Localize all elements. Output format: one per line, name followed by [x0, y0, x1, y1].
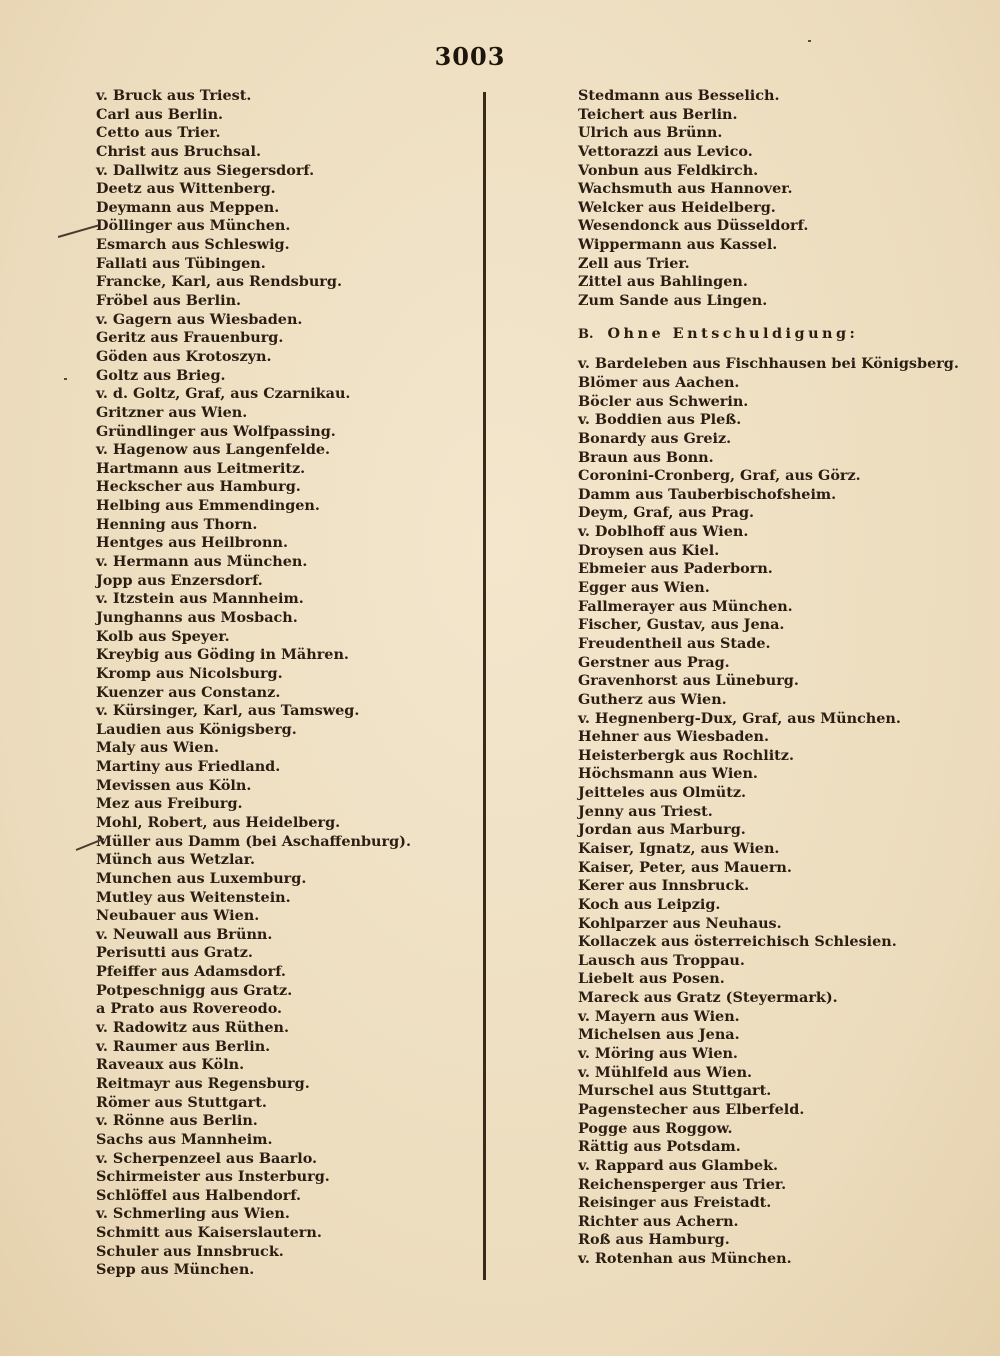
list-entry: Pogge aus Roggow.	[578, 1119, 733, 1137]
list-entry: Henning aus Thorn.	[96, 515, 258, 533]
list-entry: Christ aus Bruchsal.	[96, 142, 261, 160]
section-title: Ohne Entschuldigung:	[607, 324, 859, 342]
list-entry: Fallati aus Tübingen.	[96, 254, 266, 272]
page-number: 3003	[434, 42, 506, 71]
list-entry: Zum Sande aus Lingen.	[578, 292, 768, 310]
list-entry: Hentges aus Heilbronn.	[96, 534, 288, 552]
list-entry: Reichensperger aus Trier.	[578, 1175, 787, 1193]
list-entry: Laudien aus Königsberg.	[96, 720, 297, 738]
list-entry: Schmitt aus Kaiserslautern.	[96, 1224, 322, 1242]
list-entry: Kreybig aus Göding in Mähren.	[96, 646, 349, 664]
list-entry: Deymann aus Meppen.	[96, 198, 280, 216]
list-entry: Gründlinger aus Wolfpassing.	[96, 422, 336, 440]
list-entry: Müller aus Damm (bei Aschaffenburg).	[96, 832, 411, 850]
list-entry: Perisutti aus Gratz.	[96, 944, 253, 962]
list-entry: v. Scherpenzeel aus Baarlo.	[96, 1149, 318, 1167]
list-entry: Maly aus Wien.	[96, 739, 219, 757]
list-entry: Schirmeister aus Insterburg.	[96, 1168, 330, 1186]
list-entry: Zittel aus Bahlingen.	[578, 273, 748, 291]
list-entry: Fröbel aus Berlin.	[96, 292, 242, 310]
list-entry: Esmarch aus Schleswig.	[96, 236, 290, 254]
list-entry: Liebelt aus Posen.	[578, 970, 725, 988]
list-entry: Höchsmann aus Wien.	[578, 765, 758, 783]
list-entry: Richter aus Achern.	[578, 1212, 739, 1230]
list-entry: Kolb aus Speyer.	[96, 627, 230, 645]
list-entry: Michelsen aus Jena.	[578, 1026, 740, 1044]
list-entry: Hartmann aus Leitmeritz.	[96, 459, 306, 477]
list-entry: v. Kürsinger, Karl, aus Tamsweg.	[96, 702, 360, 720]
list-entry: Ulrich aus Brünn.	[578, 124, 723, 142]
list-entry: Jenny aus Triest.	[578, 802, 713, 820]
list-entry: Coronini-Cronberg, Graf, aus Görz.	[578, 467, 861, 485]
list-entry: Kuenzer aus Constanz.	[96, 683, 281, 701]
list-entry: Hehner aus Wiesbaden.	[578, 728, 770, 746]
list-entry: Gerstner aus Prag.	[578, 653, 730, 671]
right-column	[578, 87, 959, 1269]
list-entry: Egger aus Wien.	[578, 579, 710, 597]
list-entry: Francke, Karl, aus Rendsburg.	[96, 273, 342, 291]
list-entry: v. Hagenow aus Langenfelde.	[96, 441, 331, 459]
list-entry: Goltz aus Brieg.	[96, 366, 226, 384]
list-entry: Mevissen aus Köln.	[96, 776, 252, 794]
list-entry: Kollaczek aus österreichisch Schlesien.	[578, 933, 897, 951]
list-entry: Reitmayr aus Regensburg.	[96, 1074, 310, 1092]
list-entry: Kromp aus Nicolsburg.	[96, 664, 283, 682]
list-entry: Döllinger aus München.	[96, 217, 291, 235]
list-entry: Pfeiffer aus Adamsdorf.	[96, 963, 286, 981]
list-entry: v. Neuwall aus Brünn.	[96, 925, 273, 943]
list-entry: Murschel aus Stuttgart.	[578, 1082, 772, 1100]
list-entry: Roß aus Hamburg.	[578, 1231, 730, 1249]
list-entry: v. Mühlfeld aus Wien.	[578, 1063, 753, 1081]
section-heading	[578, 325, 959, 344]
list-entry: v. Itzstein aus Mannheim.	[96, 590, 304, 608]
list-entry: Mareck aus Gratz (Steyermark).	[578, 989, 838, 1007]
list-entry: Wachsmuth aus Hannover.	[578, 180, 793, 198]
list-entry: Bonardy aus Greiz.	[578, 429, 732, 447]
list-entry: Junghanns aus Mosbach.	[96, 608, 298, 626]
list-entry: Geritz aus Frauenburg.	[96, 329, 284, 347]
list-entry: Fallmerayer aus München.	[578, 597, 793, 615]
list-entry: Helbing aus Emmendingen.	[96, 497, 320, 515]
list-entry: Gravenhorst aus Lüneburg.	[578, 672, 799, 690]
list-entry: Raveaux aus Köln.	[96, 1056, 245, 1074]
list-entry: Damm aus Tauberbischofsheim.	[578, 485, 837, 503]
list-entry: Rättig aus Potsdam.	[578, 1138, 741, 1156]
list-entry: Wippermann aus Kassel.	[578, 236, 778, 254]
list-entry: v. Gagern aus Wiesbaden.	[96, 310, 303, 328]
paper-speck	[808, 40, 811, 42]
right-column-list-a	[578, 87, 959, 311]
list-entry: Potpeschnigg aus Gratz.	[96, 981, 293, 999]
list-entry: Freudentheil aus Stade.	[578, 634, 771, 652]
list-entry: Schlöffel aus Halbendorf.	[96, 1186, 302, 1204]
section-letter: B.	[578, 326, 594, 342]
list-entry: Vonbun aus Feldkirch.	[578, 161, 759, 179]
list-entry: Böcler aus Schwerin.	[578, 392, 749, 410]
list-entry: Wesendonck aus Düsseldorf.	[578, 217, 809, 235]
list-entry: Münch aus Wetzlar.	[96, 851, 256, 869]
list-entry: Teichert aus Berlin.	[578, 105, 738, 123]
list-entry: v. Bardeleben aus Fischhausen bei Königsberg.	[578, 355, 959, 373]
list-entry: Reisinger aus Freistadt.	[578, 1194, 772, 1212]
list-entry: Neubauer aus Wien.	[96, 907, 260, 925]
list-entry: v. Radowitz aus Rüthen.	[96, 1019, 289, 1037]
list-entry: Braun aus Bonn.	[578, 448, 714, 466]
list-entry: Zell aus Trier.	[578, 254, 690, 272]
list-entry: v. Hermann aus München.	[96, 553, 308, 571]
list-entry: Mez aus Freiburg.	[96, 795, 243, 813]
list-entry: Heisterbergk aus Rochlitz.	[578, 746, 794, 764]
list-entry: Sachs aus Mannheim.	[96, 1130, 273, 1148]
list-entry: Blömer aus Aachen.	[578, 373, 740, 391]
list-entry: Carl aus Berlin.	[96, 105, 224, 123]
list-entry: Munchen aus Luxemburg.	[96, 869, 307, 887]
list-entry: Deym, Graf, aus Prag.	[578, 504, 755, 522]
list-entry: Welcker aus Heidelberg.	[578, 198, 776, 216]
list-entry: Vettorazzi aus Levico.	[578, 142, 753, 160]
list-entry: Lausch aus Troppau.	[578, 951, 745, 969]
list-entry: Cetto aus Trier.	[96, 124, 221, 142]
list-entry: Fischer, Gustav, aus Jena.	[578, 616, 785, 634]
list-entry: v. d. Goltz, Graf, aus Czarnikau.	[96, 385, 351, 403]
list-entry: v. Doblhoff aus Wien.	[578, 523, 749, 541]
list-entry: Kerer aus Innsbruck.	[578, 877, 750, 895]
list-entry: Gritzner aus Wien.	[96, 403, 248, 421]
pencil-mark	[58, 224, 99, 237]
list-entry: Koch aus Leipzig.	[578, 895, 721, 913]
list-entry: v. Dallwitz aus Siegersdorf.	[96, 161, 315, 179]
list-entry: Göden aus Krotoszyn.	[96, 347, 272, 365]
list-entry: Martiny aus Friedland.	[96, 758, 281, 776]
left-column	[96, 87, 411, 1280]
list-entry: Ebmeier aus Paderborn.	[578, 560, 773, 578]
list-entry: Kaiser, Ignatz, aus Wien.	[578, 839, 780, 857]
paper-speck	[64, 378, 67, 380]
list-entry: Mohl, Robert, aus Heidelberg.	[96, 813, 341, 831]
list-entry: Pagenstecher aus Elberfeld.	[578, 1100, 805, 1118]
list-entry: Jordan aus Marburg.	[578, 821, 746, 839]
list-entry: v. Mayern aus Wien.	[578, 1007, 740, 1025]
right-column-list-b	[578, 355, 959, 1268]
list-entry: Droysen aus Kiel.	[578, 541, 720, 559]
list-entry: Jopp aus Enzersdorf.	[96, 571, 263, 589]
list-entry: v. Boddien aus Pleß.	[578, 411, 742, 429]
list-entry: Kohlparzer aus Neuhaus.	[578, 914, 782, 932]
list-entry: v. Hegnenberg-Dux, Graf, aus München.	[578, 709, 901, 727]
list-entry: Gutherz aus Wien.	[578, 690, 727, 708]
list-entry: Römer aus Stuttgart.	[96, 1093, 267, 1111]
list-entry: v. Schmerling aus Wien.	[96, 1205, 290, 1223]
list-entry: Sepp aus München.	[96, 1261, 255, 1279]
list-entry: v. Bruck aus Triest.	[96, 87, 252, 104]
list-entry: Heckscher aus Hamburg.	[96, 478, 301, 496]
list-entry: Mutley aus Weitenstein.	[96, 888, 291, 906]
list-entry: v. Rotenhan aus München.	[578, 1250, 792, 1268]
list-entry: v. Möring aus Wien.	[578, 1045, 738, 1063]
list-entry: v. Raumer aus Berlin.	[96, 1037, 271, 1055]
list-entry: a Prato aus Rovereodo.	[96, 1000, 283, 1018]
list-entry: v. Rönne aus Berlin.	[96, 1112, 258, 1130]
column-divider	[483, 92, 486, 1280]
list-entry: Deetz aus Wittenberg.	[96, 180, 276, 198]
list-entry: Kaiser, Peter, aus Mauern.	[578, 858, 792, 876]
list-entry: Jeitteles aus Olmütz.	[578, 784, 747, 802]
list-entry: Schuler aus Innsbruck.	[96, 1242, 284, 1260]
list-entry: v. Rappard aus Glambek.	[578, 1156, 779, 1174]
list-entry: Stedmann aus Besselich.	[578, 87, 780, 104]
